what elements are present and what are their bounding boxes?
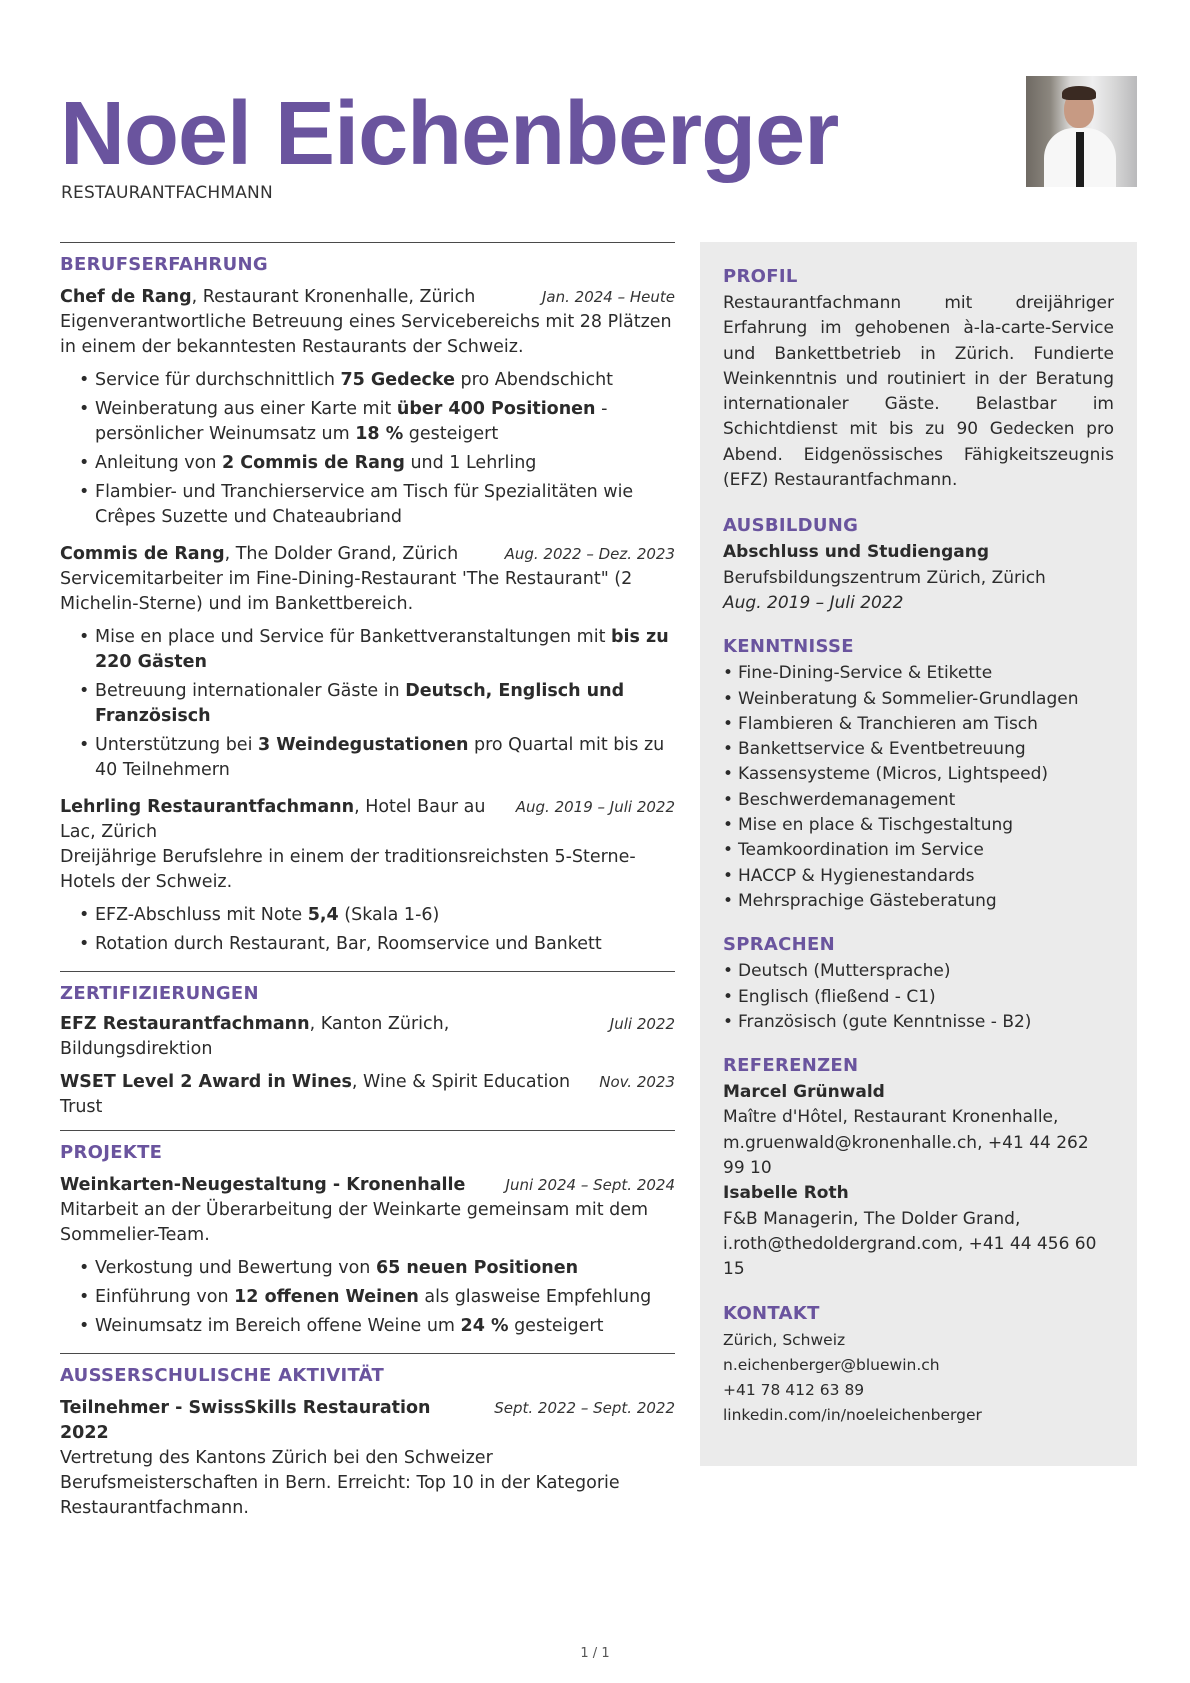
entry-place: , Kanton Zürich, Bildungsdirektion <box>60 1014 450 1059</box>
certification-item <box>60 1012 675 1062</box>
main-column <box>60 242 675 1521</box>
entry-date: Aug. 2019 – Juli 2022 <box>515 798 675 816</box>
entry-header <box>60 542 675 567</box>
entry-date: Juni 2024 – Sept. 2024 <box>505 1176 675 1194</box>
skills-list <box>723 661 1114 914</box>
references-list <box>723 1080 1114 1282</box>
skill-item: • Fine-Dining-Service & Etikette <box>723 661 1114 686</box>
bullet-item <box>79 1285 675 1310</box>
bullet-highlight: 5,4 <box>307 905 339 925</box>
bullet-text: Unterstützung bei <box>95 735 258 755</box>
bullet-highlight: 2 Commis de Rang <box>222 453 405 473</box>
skill-item: • Weinberatung & Sommelier-Grundlagen <box>723 687 1114 712</box>
bullet-text: EFZ-Abschluss mit Note <box>95 905 308 925</box>
bullet-highlight: Deutsch, Englisch und Französisch <box>95 681 625 726</box>
activity-entry <box>60 1396 675 1521</box>
entry-role <box>60 1396 482 1446</box>
bullet-text: gesteigert <box>403 424 499 444</box>
bullet-highlight: bis zu 220 Gästen <box>95 627 669 672</box>
certifications-list <box>60 1012 675 1120</box>
entry-place: , Wine & Spirit Education Trust <box>60 1072 571 1117</box>
bullet-text: pro Quartal mit bis zu 40 Teilnehmern <box>95 735 665 780</box>
language-item: • Deutsch (Muttersprache) <box>723 959 1114 984</box>
bullet-highlight: 75 Gedecke <box>340 370 455 390</box>
languages-list <box>723 959 1114 1035</box>
section-title-contact: KONTAKT <box>723 1302 820 1324</box>
bullet-highlight: 12 offenen Weinen <box>234 1287 419 1307</box>
entry-title: Chef de Rang <box>60 287 192 307</box>
entry-title: Lehrling Restaurantfachmann <box>60 797 355 817</box>
activities-list <box>60 1396 675 1521</box>
bullet-item <box>79 1314 675 1339</box>
page-number: 1 / 1 <box>580 1646 610 1661</box>
bullet-text: als glasweise Empfehlung <box>418 1287 652 1307</box>
entry-role <box>60 1173 494 1198</box>
bullet-highlight: 65 neuen Positionen <box>375 1258 579 1278</box>
activity-description: Vertretung des Kantons Zürich bei den Schweizer Berufsmeisterschaften in Bern. Erreicht: Top 10 in der Kategorie Restaurantfachmann. <box>60 1448 620 1518</box>
entry-date: Nov. 2023 <box>599 1073 675 1091</box>
skill-item: • Bankettservice & Eventbetreuung <box>723 737 1114 762</box>
job-entry <box>60 285 675 530</box>
section-title-education: AUSBILDUNG <box>723 515 859 537</box>
entry-date: Sept. 2022 – Sept. 2022 <box>494 1399 675 1417</box>
experience-list <box>60 285 675 957</box>
skill-item: • Mehrsprachige Gästeberatung <box>723 889 1114 914</box>
contact-email[interactable]: n.eichenberger@bluewin.ch <box>723 1355 940 1374</box>
entry-date: Aug. 2022 – Dez. 2023 <box>504 545 675 563</box>
bullet-text: - persönlicher Weinumsatz um <box>95 399 608 444</box>
job-description: Dreijährige Berufslehre in einem der traditionsreichsten 5-Sterne-Hotels der Schweiz. <box>60 847 636 892</box>
entry-place: , Restaurant Kronenhalle, Zürich <box>191 287 476 307</box>
section-title-activities: AUSSERSCHULISCHE AKTIVITÄT <box>60 1365 385 1386</box>
contact-phone[interactable]: +41 78 412 63 89 <box>723 1380 865 1399</box>
bullet-item <box>79 1256 675 1281</box>
skill-item: • Kassensysteme (Micros, Lightspeed) <box>723 762 1114 787</box>
bullet-text: Anleitung von <box>95 453 222 473</box>
skill-item: • Mise en place & Tischgestaltung <box>723 813 1114 838</box>
education-degree: Abschluss und Studiengang <box>723 542 990 563</box>
entry-date: Juli 2022 <box>609 1015 675 1033</box>
bullet-item <box>79 397 675 447</box>
entry-title: EFZ Restaurantfachmann <box>60 1014 310 1034</box>
entry-place: , Hotel Baur au Lac, Zürich <box>60 797 486 842</box>
candidate-name: Noel Eichenberger <box>60 84 839 184</box>
bullet-text: Rotation durch Restaurant, Bar, Roomservice und Bankett <box>95 934 602 954</box>
bullet-text: gesteigert <box>508 1316 604 1336</box>
bullet-list <box>60 903 675 957</box>
section-title-certifications: ZERTIFIZIERUNGEN <box>60 983 259 1004</box>
entry-header <box>60 1173 675 1198</box>
education-date: Aug. 2019 – Juli 2022 <box>723 592 904 613</box>
entry-header <box>60 1396 675 1446</box>
bullet-text: Weinumsatz im Bereich offene Weine um <box>95 1316 461 1336</box>
entry-role <box>60 285 530 310</box>
project-description: Mitarbeit an der Überarbeitung der Weinkarte gemeinsam mit dem Sommelier-Team. <box>60 1200 649 1245</box>
bullet-text: (Skala 1-6) <box>338 905 440 925</box>
skill-item: • Teamkoordination im Service <box>723 838 1114 863</box>
entry-title: Weinkarten-Neugestaltung - Kronenhalle <box>60 1175 466 1195</box>
education-school: Berufsbildungszentrum Zürich, Zürich <box>723 567 1046 588</box>
entry-place: , The Dolder Grand, Zürich <box>224 544 459 564</box>
entry-title: Teilnehmer - SwissSkills Restauration 2022 <box>60 1398 431 1443</box>
section-title-languages: SPRACHEN <box>723 934 835 956</box>
section-title-skills: KENNTNISSE <box>723 636 854 658</box>
job-description: Servicemitarbeiter im Fine-Dining-Restaurant 'The Restaurant" (2 Michelin-Sterne) und im Bankettbereich. <box>60 569 633 614</box>
entry-header <box>60 795 675 845</box>
bullet-text: pro Abendschicht <box>454 370 614 390</box>
job-entry <box>60 795 675 957</box>
bullet-highlight: über 400 Positionen <box>396 399 596 419</box>
job-entry <box>60 542 675 783</box>
bullet-highlight: 24 % <box>460 1316 509 1336</box>
portrait-photo <box>1026 76 1137 187</box>
bullet-item <box>79 903 675 928</box>
profile-text: Restaurantfachmann mit dreijähriger Erfahrung im gehobenen à-la-carte-Service und Bankettbetrieb in Zürich. Fundierte Weinkenntnis und routiniert in der Beratung internationaler Gäste. Belastbar im Schichtdienst mit bis zu 90 Gedecken pro Abend. Eidgenössisches Fähigkeitszeugnis (EFZ) Restaurantfachmann. <box>723 293 1114 491</box>
project-entry <box>60 1173 675 1339</box>
job-description: Eigenverantwortliche Betreuung eines Servicebereichs mit 28 Plätzen in einem der bekanntesten Restaurants der Schweiz. <box>60 312 672 357</box>
divider <box>60 242 675 243</box>
section-title-profile: PROFIL <box>723 266 798 287</box>
divider <box>60 971 675 972</box>
sidebar <box>700 242 1137 1466</box>
bullet-item <box>79 932 675 957</box>
bullet-highlight: 3 Weindegustationen <box>258 735 469 755</box>
entry-title: WSET Level 2 Award in Wines <box>60 1072 352 1092</box>
language-item: • Französisch (gute Kenntnisse - B2) <box>723 1010 1114 1035</box>
section-title-projects: PROJEKTE <box>60 1142 163 1163</box>
section-title-references: REFERENZEN <box>723 1055 859 1077</box>
bullet-list <box>60 368 675 530</box>
reference-detail: Maître d'Hôtel, Restaurant Kronenhalle, m.gruenwald@kronenhalle.ch, +41 44 262 99 10 <box>723 1107 1089 1179</box>
skill-item: • Flambieren & Tranchieren am Tisch <box>723 712 1114 737</box>
entry-date: Jan. 2024 – Heute <box>542 288 675 306</box>
bullet-text: Service für durchschnittlich <box>95 370 341 390</box>
bullet-item <box>79 368 675 393</box>
divider <box>60 1130 675 1131</box>
bullet-highlight: 18 % <box>355 424 404 444</box>
section-title-experience: BERUFSERFAHRUNG <box>60 254 268 275</box>
divider <box>60 1353 675 1354</box>
bullet-text: Betreuung internationaler Gäste in <box>95 681 406 701</box>
candidate-title: RESTAURANTFACHMANN <box>61 183 273 203</box>
entry-role <box>60 542 493 567</box>
bullet-text: Weinberatung aus einer Karte mit <box>95 399 397 419</box>
bullet-list <box>60 625 675 783</box>
entry-title: Commis de Rang <box>60 544 225 564</box>
bullet-text: Mise en place und Service für Bankettveranstaltungen mit <box>95 627 612 647</box>
bullet-text: Einführung von <box>95 1287 235 1307</box>
bullet-text: Flambier- und Tranchierservice am Tisch für Spezialitäten wie Crêpes Suzette und Chateaubriand <box>95 482 634 527</box>
entry-role <box>60 1012 598 1062</box>
certification-item <box>60 1070 675 1120</box>
bullet-item <box>79 625 675 675</box>
contact-location: Zürich, Schweiz <box>723 1330 846 1349</box>
bullet-text: und 1 Lehrling <box>404 453 537 473</box>
skill-item: • Beschwerdemanagement <box>723 788 1114 813</box>
bullet-item <box>79 679 675 729</box>
reference-detail: F&B Managerin, The Dolder Grand, i.roth@thedoldergrand.com, +41 44 456 60 15 <box>723 1208 1097 1280</box>
bullet-item <box>79 451 675 476</box>
reference-name: Isabelle Roth <box>723 1183 849 1204</box>
entry-role <box>60 1070 587 1120</box>
language-item: • Englisch (fließend - C1) <box>723 985 1114 1010</box>
contact-linkedin[interactable]: linkedin.com/in/noeleichenberger <box>723 1405 982 1424</box>
bullet-text: Verkostung und Bewertung von <box>95 1258 376 1278</box>
bullet-item <box>79 480 675 530</box>
reference-name: Marcel Grünwald <box>723 1082 885 1103</box>
skill-item: • HACCP & Hygienestandards <box>723 864 1114 889</box>
bullet-item <box>79 733 675 783</box>
entry-header <box>60 285 675 310</box>
bullet-list <box>60 1256 675 1339</box>
entry-role <box>60 795 504 845</box>
projects-list <box>60 1173 675 1339</box>
